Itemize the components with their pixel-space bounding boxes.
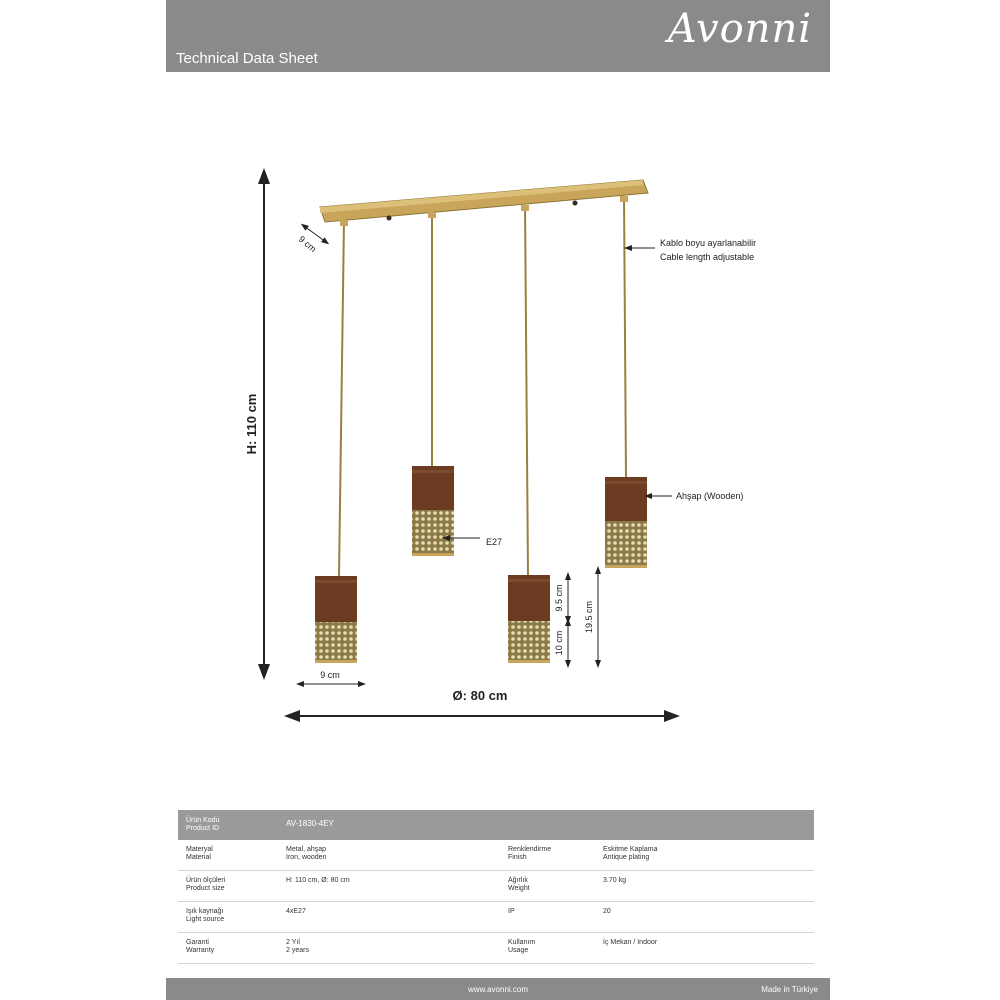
spec-key-en: Warranty [186, 947, 215, 954]
spec-row [178, 840, 814, 871]
socket-callout: E27 [486, 537, 503, 547]
spec-row [178, 933, 814, 964]
spec-key: Ürün ölçüleri [186, 877, 226, 884]
spec-value: 3.70 kg [603, 877, 626, 884]
product-id-label-en: Product ID [186, 825, 220, 832]
spec-table [178, 810, 814, 964]
footer-bar [166, 978, 830, 1000]
canopy-bar [320, 180, 648, 222]
spec-value: İç Mekan / Indoor [603, 939, 658, 946]
cables [339, 196, 626, 576]
spec-key-en: Material [186, 854, 211, 861]
pendant-4 [605, 477, 647, 568]
spec-row [178, 871, 814, 902]
product-id-value: AV-1830-4EY [286, 819, 334, 828]
spec-row [178, 902, 814, 933]
spec-key-en: Product size [186, 885, 225, 892]
spec-value-en: Iron, wooden [286, 854, 327, 861]
sheet-title: Technical Data Sheet [176, 50, 318, 67]
spec-key: Kullanım [508, 939, 536, 946]
pendant-3 [508, 575, 550, 663]
footer-website[interactable]: www.avonni.com [467, 985, 529, 994]
footer-made-in: Made in Türkiye [761, 985, 818, 994]
spec-key: Işık kaynağı [186, 908, 224, 915]
canopy-depth-label: 9 cm [296, 233, 319, 255]
spec-value: Eskitme Kaplama [603, 846, 658, 853]
shade-width-label: 9 cm [320, 670, 340, 680]
shade-height-label: 19.5 cm [584, 600, 594, 634]
spec-key-en: Usage [508, 947, 529, 954]
spec-value: Metal, ahşap [286, 846, 327, 853]
wood-callout: Ahşap (Wooden) [676, 491, 744, 501]
spec-value-en: Antique plating [603, 854, 650, 861]
spec-key-en: Weight [508, 885, 530, 892]
spec-value-en: 2 years [286, 947, 309, 954]
spec-key: IP [508, 908, 515, 915]
wood-height-label: 9.5 cm [554, 584, 564, 612]
spec-key: Ağırlık [508, 877, 528, 884]
mesh-height-label: 10 cm [554, 630, 564, 656]
spec-key: Renklendirme [508, 846, 552, 853]
spec-value: 4xE27 [286, 908, 306, 915]
height-label: H: 110 cm [244, 393, 259, 455]
spec-key: Garanti [186, 939, 209, 946]
pendant-1 [315, 576, 357, 663]
brand-logo: Avonni [667, 6, 812, 52]
spec-key-en: Finish [508, 854, 527, 861]
spec-key-en: Light source [186, 916, 225, 923]
spec-value: H: 110 cm, Ø: 80 cm [286, 877, 350, 884]
product-id-label-tr: Ürün Kodu [186, 817, 220, 824]
spec-key: Materyal [186, 846, 213, 853]
cable-callout-tr: Kablo boyu ayarlanabilir [660, 238, 757, 248]
cable-callout-en: Cable length adjustable [660, 252, 755, 262]
pendant-2 [412, 466, 454, 556]
product-id-row [178, 810, 814, 840]
spec-value: 20 [603, 908, 611, 915]
diameter-label: Ø: 80 cm [452, 688, 508, 703]
spec-value: 2 Yıl [286, 939, 300, 946]
